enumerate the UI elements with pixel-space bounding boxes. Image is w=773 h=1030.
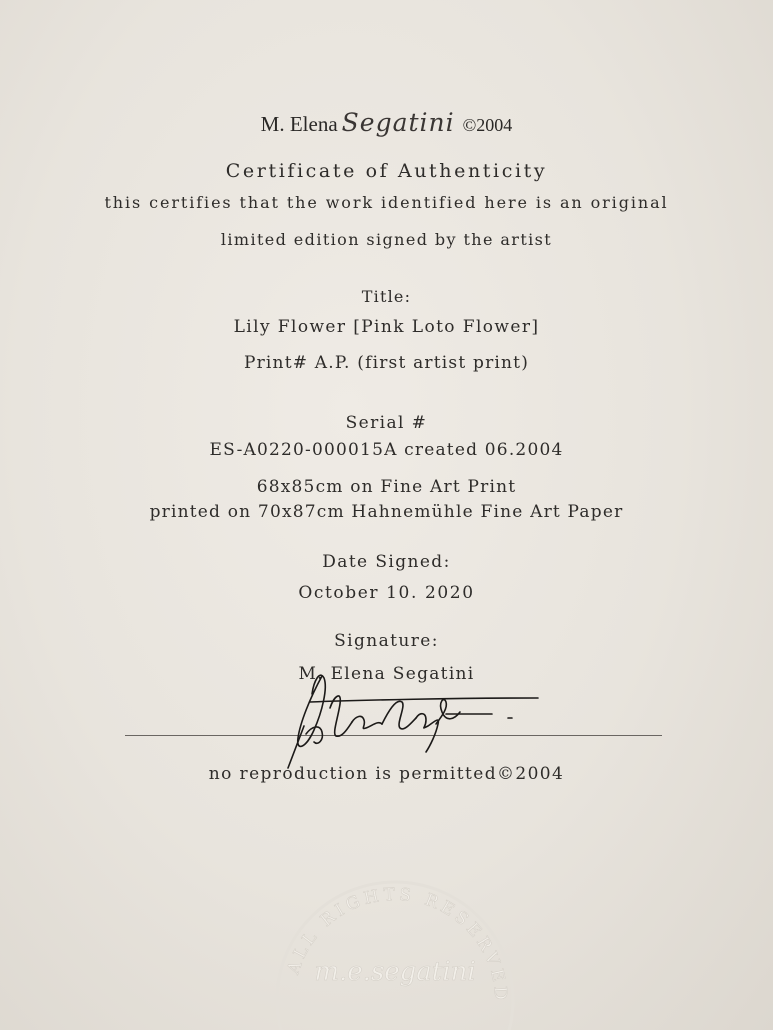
signature-label: Signature: bbox=[334, 631, 439, 651]
handwritten-signature bbox=[270, 668, 550, 778]
dimensions-paper: printed on 70x87cm Hahnemühle Fine Art Paper bbox=[149, 502, 624, 522]
artist-first-name: M. Elena bbox=[260, 112, 338, 136]
print-number: Print# A.P. (first artist print) bbox=[243, 353, 530, 373]
header-copyright: ©2004 bbox=[462, 115, 513, 135]
date-signed-value: October 10. 2020 bbox=[298, 583, 475, 603]
seal-arc-text: ALL RIGHTS RESERVED bbox=[283, 884, 511, 1005]
signature-printed-name: M. Elena Segatini bbox=[298, 664, 475, 684]
title-label: Title: bbox=[361, 287, 412, 306]
embossed-seal bbox=[255, 830, 535, 1030]
certificate-subtitle-line2: limited edition signed by the artist bbox=[220, 230, 553, 249]
seal-name-text: m.e.segatini bbox=[314, 957, 476, 987]
serial-value: ES-A0220-000015A created 06.2004 bbox=[209, 440, 564, 460]
artist-script-name: Segatini bbox=[341, 108, 455, 137]
certificate-subtitle-line1: this certifies that the work identified here is an original bbox=[104, 193, 669, 212]
artist-header bbox=[0, 108, 773, 137]
date-signed-label: Date Signed: bbox=[322, 552, 451, 572]
dimensions-size: 68x85cm on Fine Art Print bbox=[256, 477, 517, 497]
certificate-title: Certificate of Authenticity bbox=[225, 160, 548, 182]
serial-label: Serial # bbox=[345, 413, 428, 433]
reproduction-notice: no reproduction is permitted©2004 bbox=[208, 764, 565, 784]
work-title: Lily Flower [Pink Loto Flower] bbox=[233, 317, 540, 337]
